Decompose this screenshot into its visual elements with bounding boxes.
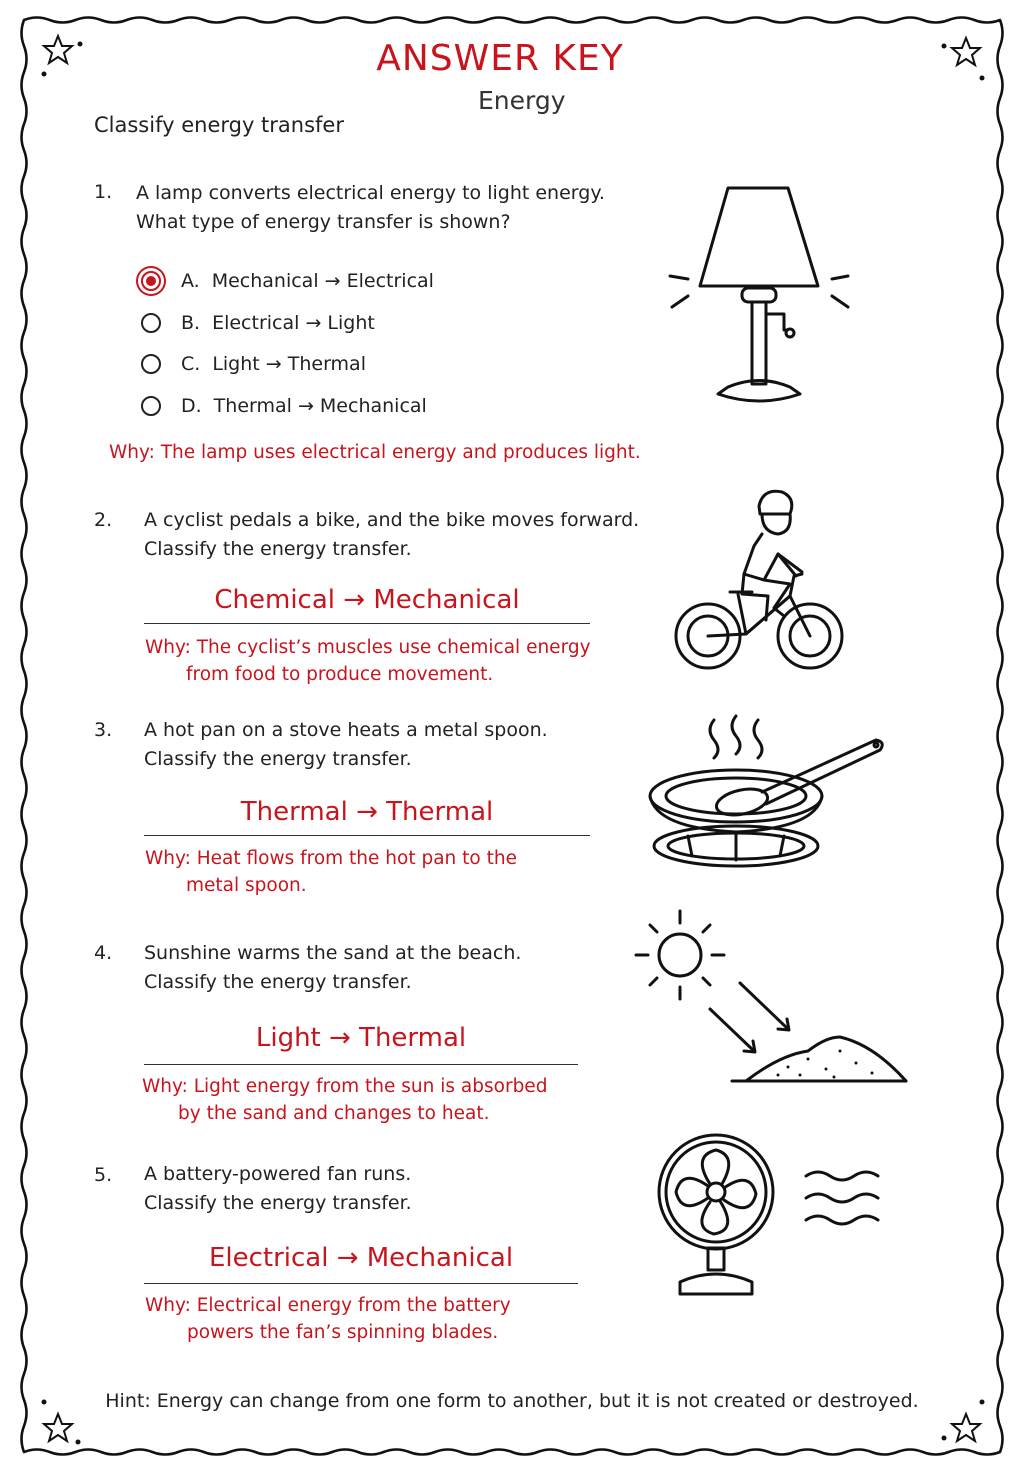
answer-text: Light → Thermal (255, 1023, 467, 1053)
why-explanation (142, 1073, 547, 1127)
why-line: Why: Electrical energy from the battery (145, 1295, 511, 1316)
option-d[interactable] (141, 395, 427, 417)
question-number: 3. (94, 719, 113, 741)
why-line: metal spoon. (186, 875, 307, 896)
answer-text: Thermal → Thermal (240, 797, 494, 827)
option-letter: C. (181, 353, 201, 375)
why-line: Why: The cyclist’s muscles use chemical energy (145, 637, 591, 658)
cyclist-icon (666, 484, 852, 674)
question-number: 5. (94, 1164, 113, 1186)
option-letter: B. (181, 312, 201, 334)
question-text (136, 179, 605, 237)
answer-text: Electrical → Mechanical (208, 1243, 514, 1273)
why-explanation (145, 634, 591, 688)
option-c[interactable] (141, 353, 366, 375)
lamp-icon (660, 182, 860, 412)
question-text-line: Classify the energy transfer. (144, 1192, 412, 1214)
sun-sand-icon (628, 905, 914, 1087)
instruction-text: Classify energy transfer (94, 113, 344, 137)
radio-selected[interactable] (141, 271, 161, 291)
question-number: 4. (94, 942, 113, 964)
question-text-line: A cyclist pedals a bike, and the bike moves forward. (144, 509, 640, 531)
question-text-line: A lamp converts electrical energy to light energy. (136, 182, 605, 204)
question-text-line: A battery-powered fan runs. (144, 1163, 412, 1185)
question-number: 1. (94, 181, 113, 203)
answer-text: Chemical → Mechanical (214, 585, 520, 615)
question-text (144, 939, 521, 997)
answer-line (144, 1064, 578, 1065)
question-text (144, 716, 548, 774)
question-number: 2. (94, 509, 113, 531)
pan-spoon-icon (640, 710, 900, 870)
question-text-line: A hot pan on a stove heats a metal spoon. (144, 719, 548, 741)
radio-button[interactable] (141, 354, 161, 374)
why-explanation: Why: The lamp uses electrical energy and produces light. (109, 442, 641, 463)
why-line: from food to produce movement. (186, 664, 494, 685)
answer-line (144, 623, 590, 624)
question-text-line: Classify the energy transfer. (144, 538, 412, 560)
option-text: Light → Thermal (212, 353, 366, 375)
answer-line (144, 835, 590, 836)
question-text-line: Classify the energy transfer. (144, 748, 412, 770)
why-line: by the sand and changes to heat. (178, 1103, 490, 1124)
option-text: Electrical → Light (212, 312, 375, 334)
hint-text: Hint: Energy can change from one form to another, but it is not created or destroyed. (105, 1390, 919, 1412)
why-explanation (145, 1292, 511, 1346)
why-line: Why: Heat flows from the hot pan to the (145, 848, 517, 869)
option-b[interactable] (141, 312, 375, 334)
option-text: Mechanical → Electrical (211, 270, 434, 292)
option-letter: A. (181, 270, 200, 292)
radio-button[interactable] (141, 313, 161, 333)
option-a[interactable] (141, 270, 434, 292)
page-subtitle: Energy (478, 86, 566, 115)
question-text-line: Classify the energy transfer. (144, 971, 412, 993)
question-text-line: What type of energy transfer is shown? (136, 211, 511, 233)
radio-button[interactable] (141, 396, 161, 416)
why-line: Why: Light energy from the sun is absorbed (142, 1076, 548, 1097)
fan-icon (652, 1128, 898, 1304)
page-title: ANSWER KEY (376, 38, 624, 79)
option-text: Thermal → Mechanical (213, 395, 427, 417)
why-line: powers the fan’s spinning blades. (187, 1322, 499, 1343)
option-letter: D. (181, 395, 202, 417)
why-explanation (145, 845, 517, 899)
question-text-line: Sunshine warms the sand at the beach. (144, 942, 522, 964)
answer-line (144, 1283, 578, 1284)
question-text (144, 1160, 412, 1218)
question-text (144, 506, 639, 564)
